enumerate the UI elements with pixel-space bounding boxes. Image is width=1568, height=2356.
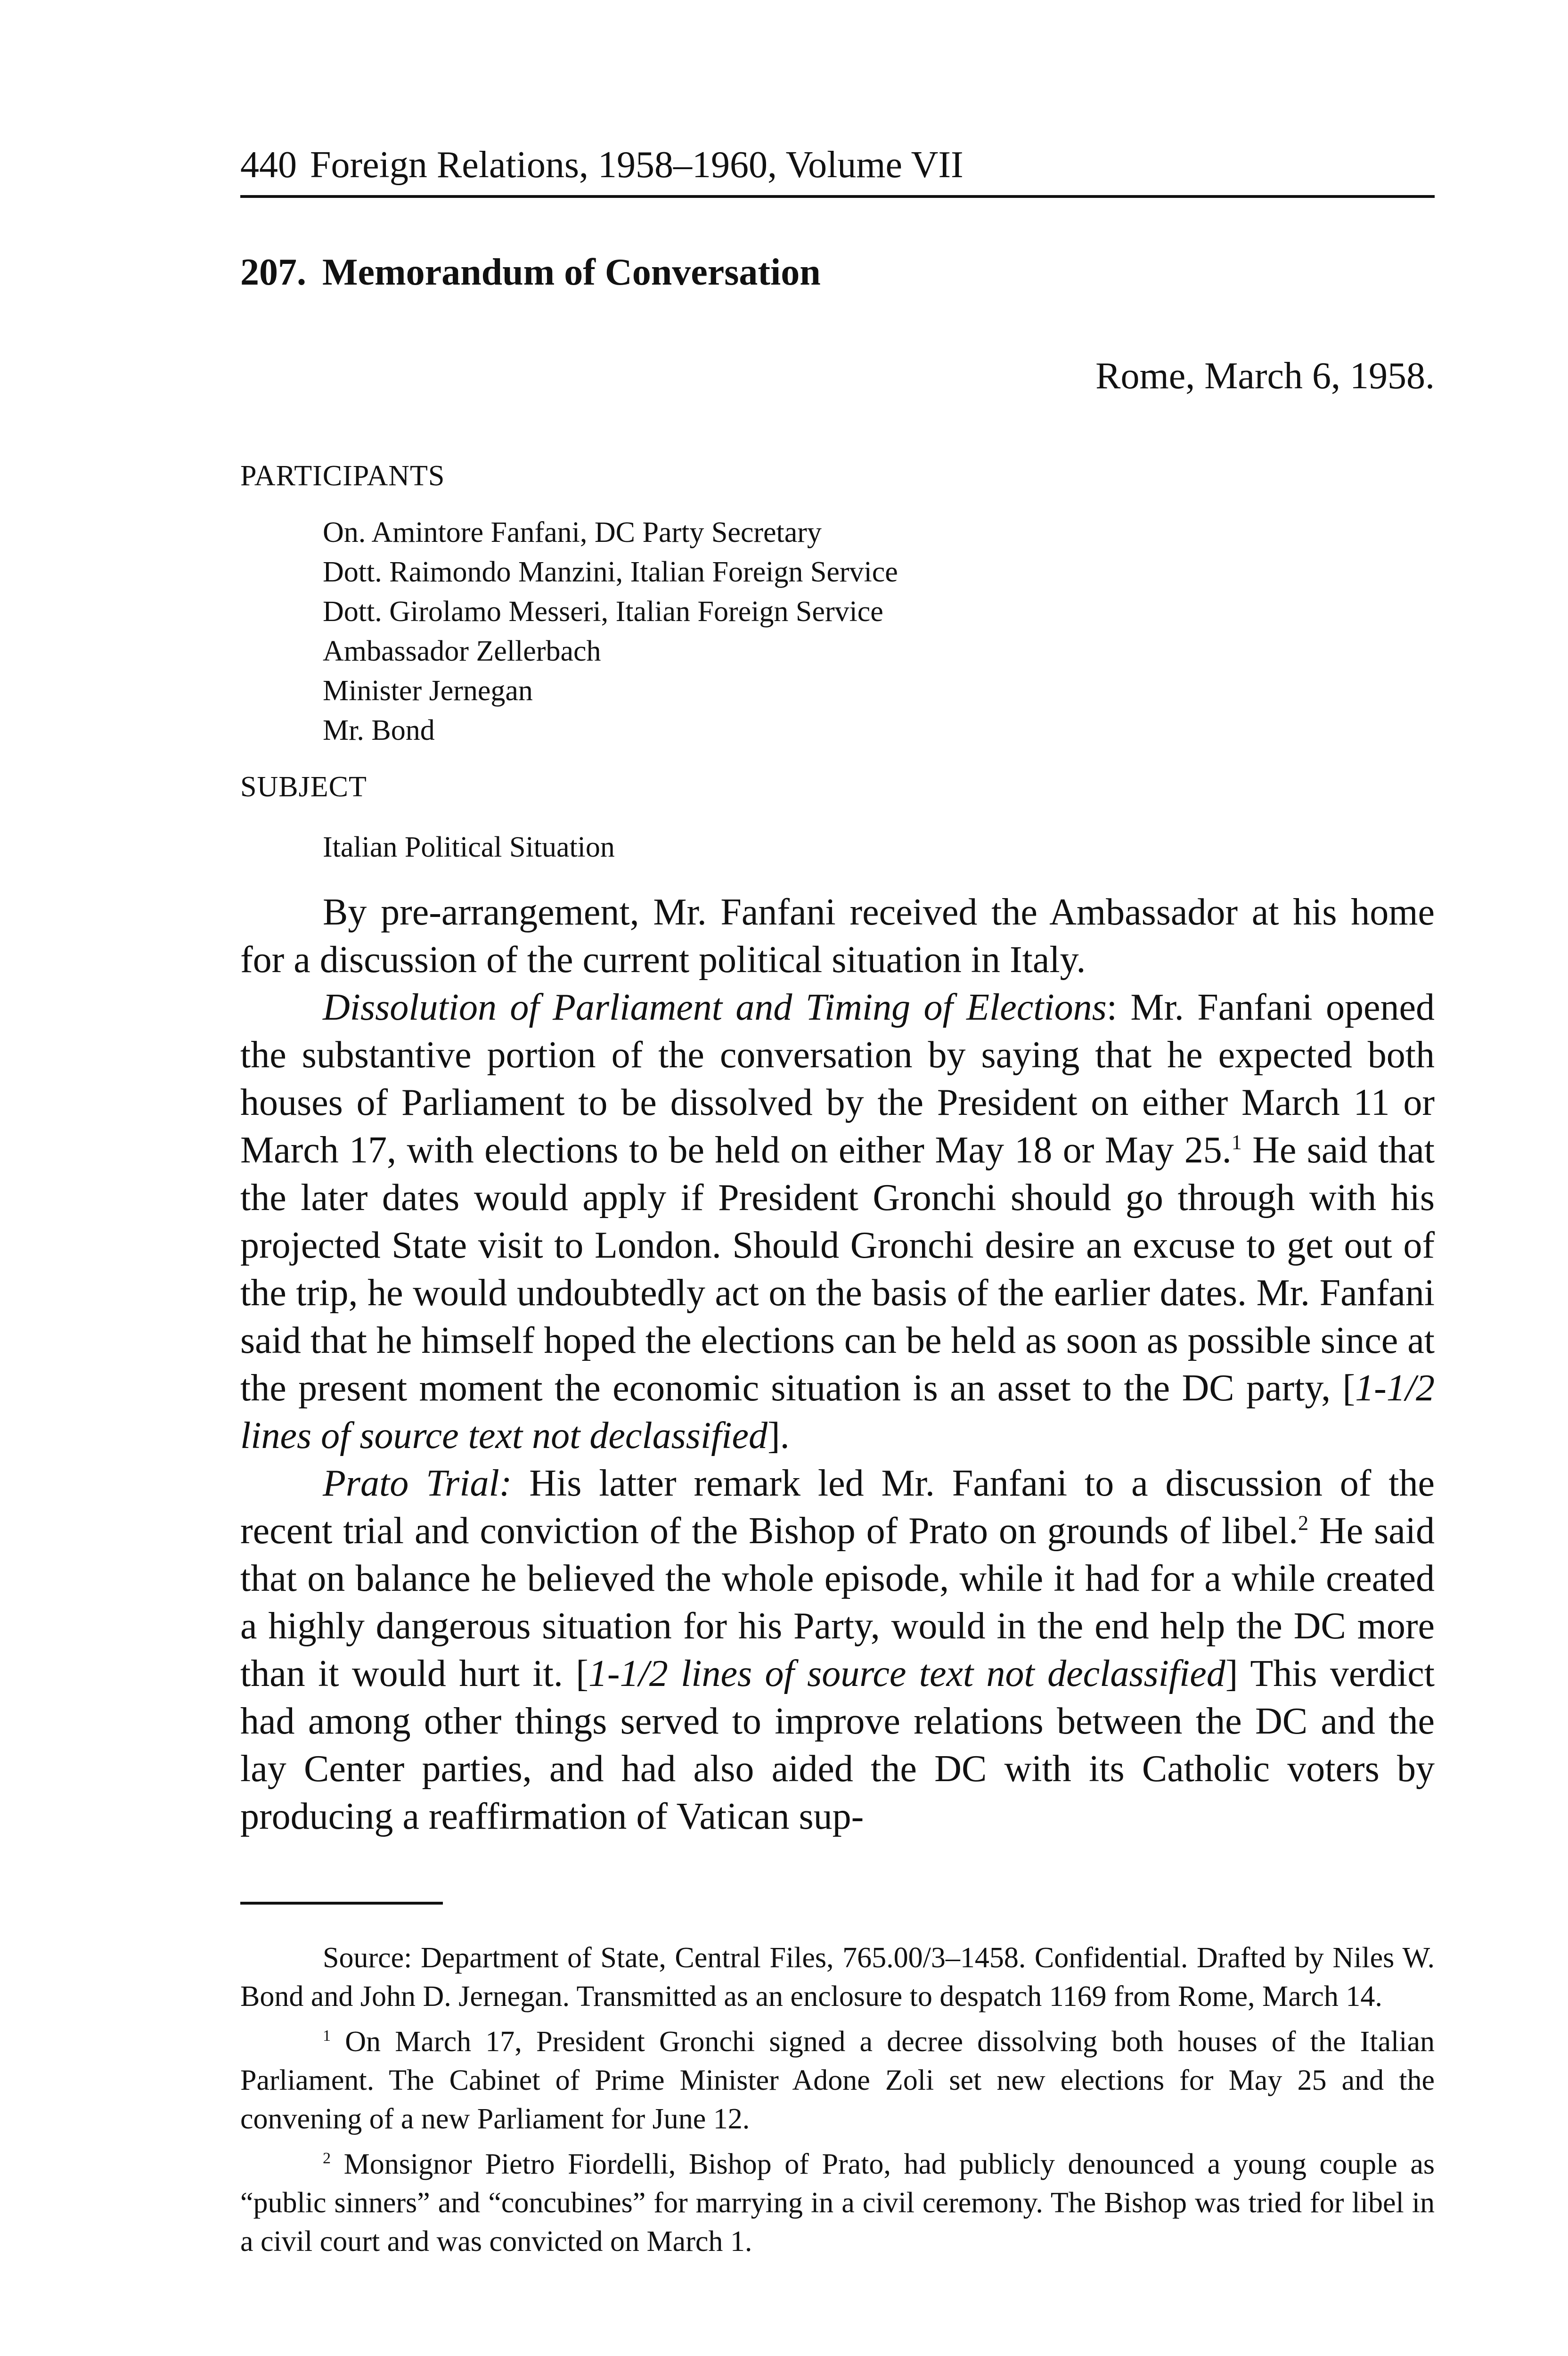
participant-item: Minister Jernegan xyxy=(323,675,533,707)
section-heading-prato-trial: Prato Trial: xyxy=(323,1463,512,1504)
footnote-ref-1: 1 xyxy=(1231,1130,1242,1154)
participants-list xyxy=(323,513,1435,750)
document-heading xyxy=(240,249,1435,296)
memo-body xyxy=(240,889,1435,1841)
footnotes xyxy=(240,1939,1435,2261)
document-title: Memorandum of Conversation xyxy=(322,252,821,293)
body-paragraph-2: Dissolution of Parliament and Timing of Elections: Mr. Fanfani opened the substantive portion of the conversation by saying that he expected both houses of Parliament to be dissolved by the President on either March 11 or March 17, with elections to be held on either May 18 or May 25.$^1$ He said that the later dates would apply if President Gronchi should go through with his projected State visit to London. Should Gronchi desire an excuse to get out of the trip, he would undoubtedly act on the basis of the earlier dates. Mr. Fanfani said that he himself hoped the elections can be held as soon as possible since at the present moment the economic situation is an asset to the DC party, [1-1/2 lines of source text not declassified]. xyxy=(240,987,1435,1456)
participants-label: PARTICIPANTS xyxy=(240,460,445,492)
body-paragraph-3: Prato Trial: His latter remark led Mr. Fanfani to a discussion of the recent trial and conviction of the Bishop of Prato on grounds of libel.$^2$ He said that on balance he believed the whole episode, while it had for a while created a highly dangerous situation for his Party, would in the end help the DC more than it would hurt it. [1-1/2 lines of source text not declassified] This verdict had among other things served to improve relations between the DC and the lay Center parties, and had also aided the DC with its Catholic voters by producing a reaffirmation of Vatican sup- xyxy=(240,1463,1435,1837)
body-paragraph-1: By pre-arrangement, Mr. Fanfani received the Ambassador at his home for a discussion of the current political situation in Italy. xyxy=(240,892,1435,981)
participant-item: Ambassador Zellerbach xyxy=(323,635,601,667)
document-number: 207. xyxy=(240,252,306,293)
participant-item: On. Amintore Fanfani, DC Party Secretary xyxy=(323,516,822,548)
section-heading-dissolution: Dissolution of Parliament and Timing of Elections xyxy=(323,987,1107,1028)
source-note: Source: Department of State, Central Files, 765.00/3–1458. Confidential. Drafted by Niles W. Bond and John D. Jernegan. Transmitted as an enclosure to despatch 1169 from Rome, March 14. xyxy=(240,1942,1435,2012)
footnote-divider xyxy=(240,1902,443,1905)
footnote-2: $^2$ Monsignor Pietro Fiordelli, Bishop of Prato, had publicly denounced a young couple as “public sinners” and “concubines” for marrying in a civil ceremony. The Bishop was tried for libel in a civil court and was convicted on March 1. xyxy=(240,2148,1435,2258)
subject-text: Italian Political Situation xyxy=(323,831,615,863)
editorial-note: 1-1/2 lines of source text not declassified xyxy=(588,1653,1225,1694)
editorial-note: 1-1/2 lines of source text not declassified xyxy=(240,1367,1435,1456)
participant-item: Dott. Girolamo Messeri, Italian Foreign Service xyxy=(323,596,883,628)
footnote-ref-2: 2 xyxy=(1298,1511,1309,1535)
participant-item: Dott. Raimondo Manzini, Italian Foreign Service xyxy=(323,556,898,588)
document-page xyxy=(240,141,1435,2267)
running-header xyxy=(240,141,1435,198)
participant-item: Mr. Bond xyxy=(323,714,435,746)
running-title: Foreign Relations, 1958–1960, Volume VII xyxy=(310,144,964,186)
footnote-mark-2: 2 xyxy=(323,2149,331,2167)
subject-label: SUBJECT xyxy=(240,771,367,803)
dateline: Rome, March 6, 1958. xyxy=(1095,355,1435,397)
footnote-1: $^1$ On March 17, President Gronchi signed a decree dissolving both houses of the Italian Parliament. The Cabinet of Prime Minister Adone Zoli set new elections for May 25 and the convening of a new Parliament for June 12. xyxy=(240,2026,1435,2135)
footnote-mark-1: 1 xyxy=(323,2027,331,2045)
page-number: 440 xyxy=(240,144,297,186)
